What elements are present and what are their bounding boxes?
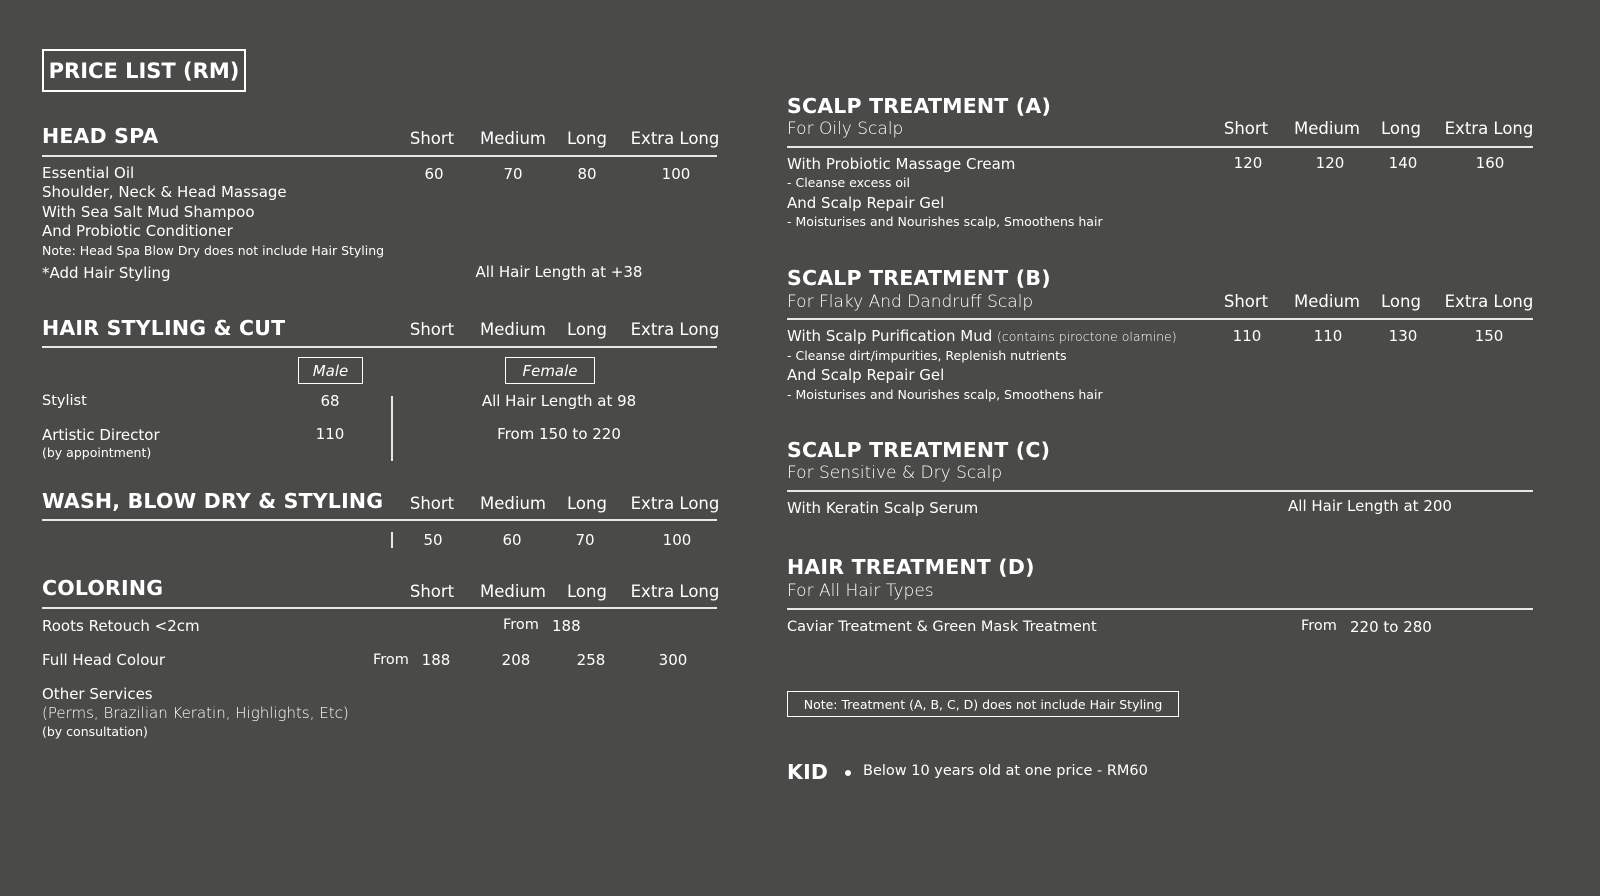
scalp-c-price: All Hair Length at 200 — [1288, 497, 1452, 515]
hair-d-subtitle: For All Hair Types — [787, 581, 934, 601]
add-hair-styling-label: *Add Hair Styling — [42, 264, 171, 282]
roots-retouch-label: Roots Retouch <2cm — [42, 617, 200, 635]
male-badge: Male — [298, 357, 363, 384]
scalp-a-line2-note: - Moisturises and Nourishes scalp, Smoothens hair — [787, 214, 1103, 229]
scalp-b-heading: SCALP TREATMENT (B) — [787, 266, 1051, 290]
scalp-b-line1-small: (contains piroctone olamine) — [997, 329, 1177, 344]
col-medium: Medium — [1294, 292, 1360, 311]
scalp-b-line1 — [787, 327, 1177, 345]
col-extra-long: Extra Long — [1444, 119, 1534, 138]
scalp-a-price-extra-long: 160 — [1475, 154, 1505, 172]
scalp-a-rule — [787, 146, 1533, 148]
roots-price: 188 — [552, 617, 581, 635]
artistic-director-note: (by appointment) — [42, 445, 152, 460]
full-head-price-medium: 208 — [501, 651, 531, 669]
wash-price-long: 70 — [575, 531, 595, 549]
scalp-b-rule — [787, 318, 1533, 320]
col-medium: Medium — [480, 582, 546, 601]
scalp-a-line2: And Scalp Repair Gel — [787, 194, 945, 212]
col-extra-long: Extra Long — [630, 582, 720, 601]
hair-d-rule — [787, 608, 1533, 610]
coloring-rule — [42, 607, 717, 609]
page-title: PRICE LIST (RM) — [42, 49, 246, 92]
col-extra-long: Extra Long — [630, 320, 720, 339]
hair-d-heading: HAIR TREATMENT (D) — [787, 555, 1035, 579]
scalp-b-line1-text: With Scalp Purification Mud — [787, 327, 993, 345]
gender-divider — [391, 396, 393, 461]
wash-price-short: 50 — [423, 531, 443, 549]
col-extra-long: Extra Long — [630, 129, 720, 148]
bullet-icon — [845, 770, 851, 776]
scalp-b-line2-note: - Moisturises and Nourishes scalp, Smoothens hair — [787, 387, 1103, 402]
head-spa-line: Essential Oil — [42, 164, 135, 182]
col-long: Long — [567, 129, 607, 148]
head-spa-rule — [42, 155, 717, 157]
col-long: Long — [567, 494, 607, 513]
scalp-a-heading: SCALP TREATMENT (A) — [787, 94, 1052, 118]
other-services-note: (by consultation) — [42, 724, 148, 739]
col-short: Short — [1223, 292, 1269, 311]
col-short: Short — [409, 129, 455, 148]
scalp-a-price-long: 140 — [1388, 154, 1418, 172]
scalp-b-price-long: 130 — [1388, 327, 1418, 345]
head-spa-price-long: 80 — [577, 165, 597, 183]
col-long: Long — [1381, 119, 1421, 138]
col-long: Long — [567, 582, 607, 601]
col-long: Long — [567, 320, 607, 339]
scalp-b-price-medium: 110 — [1313, 327, 1343, 345]
director-female-price: From 150 to 220 — [497, 425, 621, 443]
full-head-price-long: 258 — [576, 651, 606, 669]
full-head-price-extra-long: 300 — [658, 651, 688, 669]
head-spa-note: Note: Head Spa Blow Dry does not include Hair Styling — [42, 243, 385, 258]
stylist-female-price: All Hair Length at 98 — [481, 392, 637, 410]
head-spa-price-short: 60 — [424, 165, 444, 183]
wash-heading: WASH, BLOW DRY & STYLING — [42, 489, 384, 513]
scalp-c-line1: With Keratin Scalp Serum — [787, 499, 979, 517]
scalp-c-heading: SCALP TREATMENT (C) — [787, 438, 1051, 462]
stylist-male-price: 68 — [320, 392, 340, 410]
wash-price-medium: 60 — [502, 531, 522, 549]
col-short: Short — [409, 582, 455, 601]
kid-text: Below 10 years old at one price - RM60 — [863, 763, 1148, 779]
female-badge: Female — [505, 357, 595, 384]
col-extra-long: Extra Long — [630, 494, 720, 513]
col-medium: Medium — [480, 129, 546, 148]
scalp-a-price-medium: 120 — [1315, 154, 1345, 172]
col-long: Long — [1381, 292, 1421, 311]
scalp-c-rule — [787, 490, 1533, 492]
head-spa-line: And Probiotic Conditioner — [42, 222, 233, 240]
hair-d-price: 220 to 280 — [1350, 618, 1432, 636]
col-medium: Medium — [480, 494, 546, 513]
coloring-heading: COLORING — [42, 576, 164, 600]
head-spa-line: With Sea Salt Mud Shampoo — [42, 203, 255, 221]
wash-rule — [42, 519, 717, 521]
scalp-a-line1: With Probiotic Massage Cream — [787, 155, 1016, 173]
hair-d-from-label: From — [1301, 618, 1337, 634]
scalp-c-subtitle: For Sensitive & Dry Scalp — [787, 463, 1003, 483]
scalp-a-subtitle: For Oily Scalp — [787, 119, 904, 139]
stylist-label: Stylist — [42, 393, 87, 409]
add-hair-styling-price: All Hair Length at +38 — [475, 263, 643, 281]
scalp-b-line2: And Scalp Repair Gel — [787, 366, 945, 384]
wash-price-extra-long: 100 — [662, 531, 692, 549]
scalp-b-price-short: 110 — [1232, 327, 1262, 345]
scalp-b-subtitle: For Flaky And Dandruff Scalp — [787, 292, 1034, 312]
col-short: Short — [1223, 119, 1269, 138]
col-extra-long: Extra Long — [1444, 292, 1534, 311]
other-services-detail: (Perms, Brazilian Keratin, Highlights, Etc) — [42, 704, 349, 722]
director-male-price: 110 — [315, 425, 345, 443]
roots-from-label: From — [503, 617, 539, 633]
hair-styling-rule — [42, 346, 717, 348]
kid-label: KID — [787, 760, 829, 784]
head-spa-price-medium: 70 — [503, 165, 523, 183]
other-services-label: Other Services — [42, 685, 153, 703]
scalp-b-line1-note: - Cleanse dirt/impurities, Replenish nutrients — [787, 348, 1067, 363]
hair-d-line1: Caviar Treatment & Green Mask Treatment — [787, 619, 1097, 635]
wash-divider — [391, 532, 393, 548]
scalp-a-line1-note: - Cleanse excess oil — [787, 175, 910, 190]
col-short: Short — [409, 320, 455, 339]
col-short: Short — [409, 494, 455, 513]
full-head-colour-label: Full Head Colour — [42, 651, 166, 669]
col-medium: Medium — [1294, 119, 1360, 138]
col-medium: Medium — [480, 320, 546, 339]
treatment-note-box: Note: Treatment (A, B, C, D) does not include Hair Styling — [787, 691, 1179, 717]
hair-styling-heading: HAIR STYLING & CUT — [42, 316, 286, 340]
head-spa-heading: HEAD SPA — [42, 124, 159, 148]
full-head-price-short: 188 — [421, 651, 451, 669]
head-spa-line: Shoulder, Neck & Head Massage — [42, 183, 287, 201]
full-head-from-label: From — [373, 652, 409, 668]
head-spa-price-extra-long: 100 — [661, 165, 691, 183]
scalp-b-price-extra-long: 150 — [1474, 327, 1504, 345]
artistic-director-label: Artistic Director — [42, 426, 160, 444]
scalp-a-price-short: 120 — [1233, 154, 1263, 172]
